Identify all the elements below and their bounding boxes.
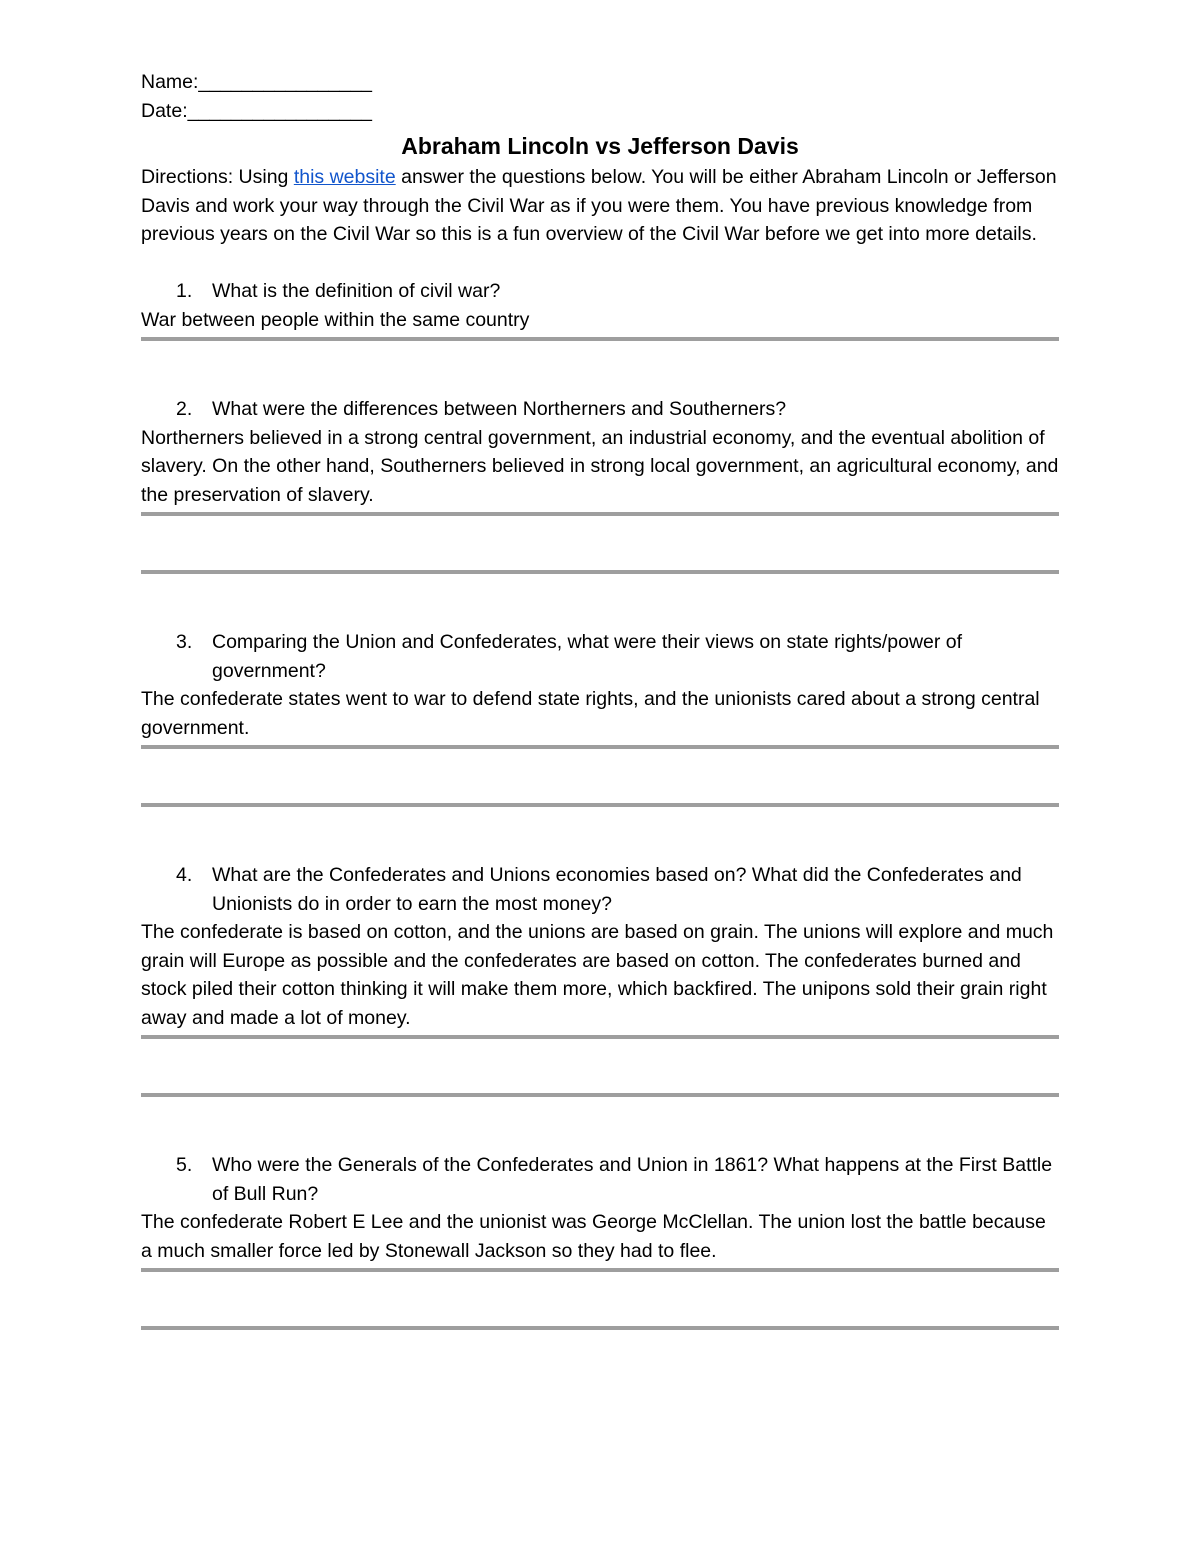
question-text: Comparing the Union and Confederates, what were their views on state rights/power of government? <box>212 631 963 682</box>
question-number: 3. <box>176 631 193 653</box>
answer-1[interactable]: War between people within the same country <box>141 308 530 331</box>
name-field[interactable]: Name:________________ <box>141 71 372 93</box>
answer-5[interactable]: The confederate Robert E Lee and the unionist was George McClellan. The union lost the battle because a much smaller force led by Stonewall Jackson so they had to flee. <box>141 1211 1046 1262</box>
question-number: 5. <box>176 1154 193 1176</box>
answer-4[interactable]: The confederate is based on cotton, and the unions are based on grain. The unions will explore and much grain will Europe as possible and the confederates are based on cotton. The confederates burned and stock piled their cotton thinking it will make them more, which backfired. The unipons sold their grain right away and made a lot of money. <box>141 921 1054 1029</box>
question-3 <box>141 628 1059 685</box>
question-5 <box>141 1151 1059 1208</box>
question-1 <box>141 277 1059 306</box>
date-field[interactable]: Date:_________________ <box>141 99 372 122</box>
question-text: What were the differences between Northerners and Southerners? <box>212 398 787 420</box>
question-2 <box>141 395 1059 424</box>
question-number: 4. <box>176 864 193 886</box>
question-number: 2. <box>176 398 193 420</box>
answer-3[interactable]: The confederate states went to war to defend state rights, and the unionists cared about a strong central government. <box>141 688 1040 739</box>
worksheet-page <box>141 68 1059 1330</box>
question-text: Who were the Generals of the Confederates and Union in 1861? What happens at the First Battle of Bull Run? <box>212 1154 1053 1205</box>
question-text: What are the Confederates and Unions economies based on? What did the Confederates and Unionists do in order to earn the most money? <box>212 864 1022 915</box>
directions-text-start: Directions: Using <box>141 166 294 188</box>
answer-2[interactable]: Northerners believed in a strong central government, an industrial economy, and the eventual abolition of slavery. On the other hand, Southerners believed in strong local government, an agricultural economy, and the preservation of slavery. <box>141 426 1059 506</box>
question-4 <box>141 861 1059 918</box>
page-title: Abraham Lincoln vs Jefferson Davis <box>401 133 799 159</box>
answer-line <box>141 1326 1059 1330</box>
website-link[interactable]: this website <box>293 166 396 188</box>
question-number: 1. <box>176 280 193 302</box>
directions <box>141 163 1059 249</box>
question-text: What is the definition of civil war? <box>212 280 501 302</box>
directions-text-end: answer the questions below. You will be either Abraham Lincoln or Jefferson Davis and work your way through the Civil War as if you were them. You have previous knowledge from previous years on the Civil War so this is a fun overview of the Civil War before we get into more details. <box>141 166 1057 245</box>
